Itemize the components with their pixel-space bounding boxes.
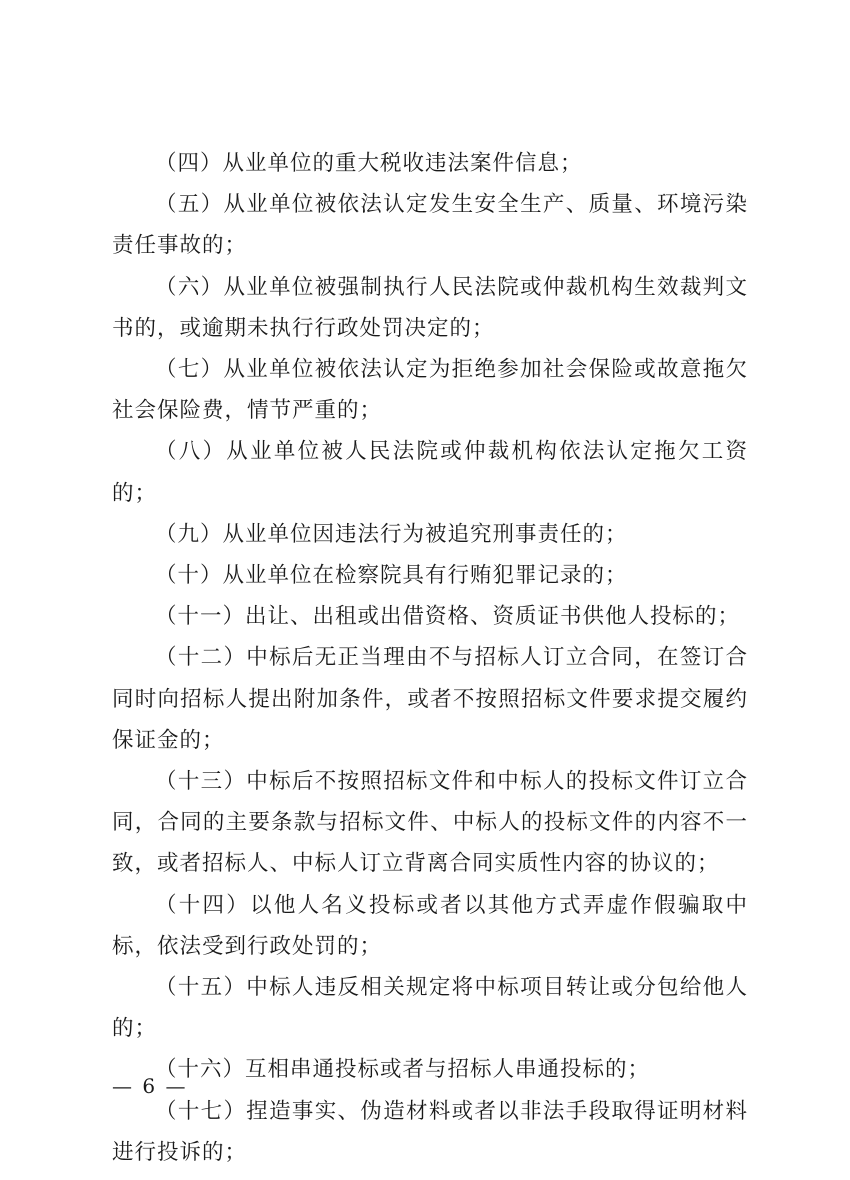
paragraph-item-14: （十四）以他人名义投标或者以其他方式弄虚作假骗取中标，依法受到行政处罚的；	[112, 892, 748, 959]
paragraph-item-16: （十六）互相串通投标或者与招标人串通投标的；	[155, 1057, 651, 1083]
page-number: — 6 —	[112, 1074, 188, 1098]
document-body	[112, 143, 748, 1173]
paragraph-item-15: （十五）中标人违反相关规定将中标项目转让或分包给他人的；	[112, 975, 748, 1042]
paragraph-item-9: （九）从业单位因违法行为被追究刑事责任的；	[155, 521, 628, 547]
paragraph-item-7: （七）从业单位被依法认定为拒绝参加社会保险或故意拖欠社会保险费，情节严重的；	[112, 357, 748, 424]
paragraph-item-5: （五）从业单位被依法认定发生安全生产、质量、环境污染责任事故的；	[112, 192, 748, 259]
paragraph-item-8: （八）从业单位被人民法院或仲裁机构依法认定拖欠工资的；	[112, 439, 748, 506]
paragraph-item-11: （十一）出让、出租或出借资格、资质证书供他人投标的；	[155, 604, 741, 630]
paragraph-item-10: （十）从业单位在检察院具有行贿犯罪记录的；	[155, 563, 628, 589]
paragraph-item-17: （十七）捏造事实、伪造材料或者以非法手段取得证明材料进行投诉的；	[112, 1098, 748, 1165]
paragraph-item-13: （十三）中标后不按照招标文件和中标人的投标文件订立合同，合同的主要条款与招标文件、中标人的投标文件的内容不一致，或者招标人、中标人订立背离合同实质性内容的协议的；	[112, 769, 748, 877]
paragraph-item-12: （十二）中标后无正当理由不与招标人订立合同，在签订合同时向招标人提出附加条件，或者不按照招标文件要求提交履约保证金的；	[112, 645, 748, 753]
paragraph-item-6: （六）从业单位被强制执行人民法院或仲裁机构生效裁判文书的，或逾期未执行行政处罚决定的；	[112, 274, 748, 341]
paragraph-item-4: （四）从业单位的重大税收违法案件信息；	[155, 151, 583, 176]
